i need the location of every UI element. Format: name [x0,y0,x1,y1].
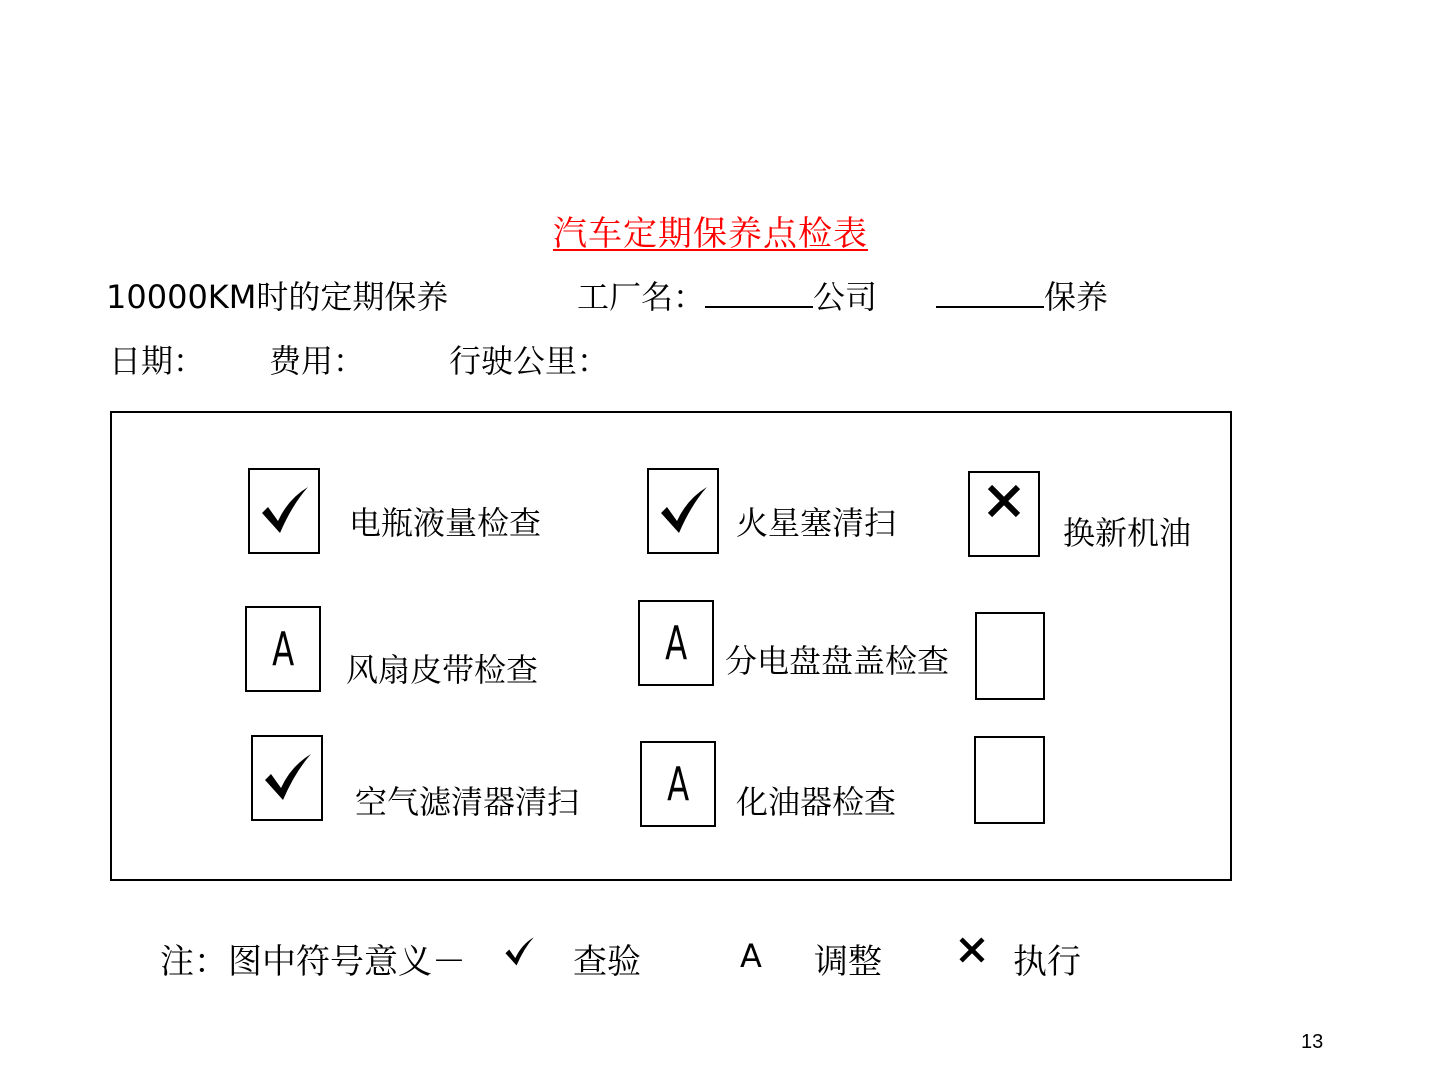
company-suffix: 公司 [813,278,878,316]
checkbox-empty[interactable] [975,612,1045,700]
checkbox-adjust[interactable] [640,741,716,827]
maintenance-blank-line [936,272,1108,318]
legend-prefix: 注：图中符号意义－ [160,942,466,982]
adjust-mark: A [271,622,295,676]
checkbox-checked[interactable] [248,468,320,554]
checkbox-adjust[interactable] [245,606,321,692]
legend-check-meaning: 查验 [573,942,641,982]
checkbox-checked[interactable] [647,468,719,554]
maintenance-suffix: 保养 [1044,278,1109,316]
checkbox-adjust[interactable] [638,600,714,686]
legend-execute-meaning: 执行 [1013,942,1081,982]
cross-icon [986,483,1022,519]
check-icon [261,752,313,804]
legend-adjust-meaning: 调整 [814,942,882,982]
document-title: 汽车定期保养点检表 [553,214,868,254]
checklist-item-label: 分电盘盘盖检查 [725,642,950,680]
date-label: 日期： [109,342,206,380]
factory-label: 工厂名： [577,278,706,316]
checklist-item-label: 空气滤清器清扫 [355,783,580,821]
maintenance-type: 10000KM时的定期保养 [106,278,449,316]
check-icon [258,485,310,537]
page-number: 13 [1301,1031,1324,1053]
adjust-mark: A [664,616,688,670]
checkbox-empty[interactable] [974,736,1045,824]
legend-adjust-symbol: A [740,937,762,975]
company-blank [705,276,813,308]
check-icon [657,485,709,537]
factory-name-line [577,272,877,318]
maintenance-blank [936,276,1044,308]
checkbox-crossed[interactable] [968,471,1040,557]
checklist-item-label: 风扇皮带检查 [346,651,539,689]
adjust-mark: A [666,757,690,811]
checklist-item-label: 电瓶液量检查 [349,504,542,542]
checklist-item-label: 火星塞清扫 [736,504,897,542]
mileage-label: 行驶公里： [449,342,610,380]
checkbox-checked[interactable] [251,735,323,821]
checklist-item-label: 化油器检查 [736,783,897,821]
cost-label: 费用： [269,342,366,380]
checklist-item-label: 换新机油 [1063,514,1192,552]
legend-cross-icon [958,936,986,964]
legend-check-icon [503,936,535,968]
